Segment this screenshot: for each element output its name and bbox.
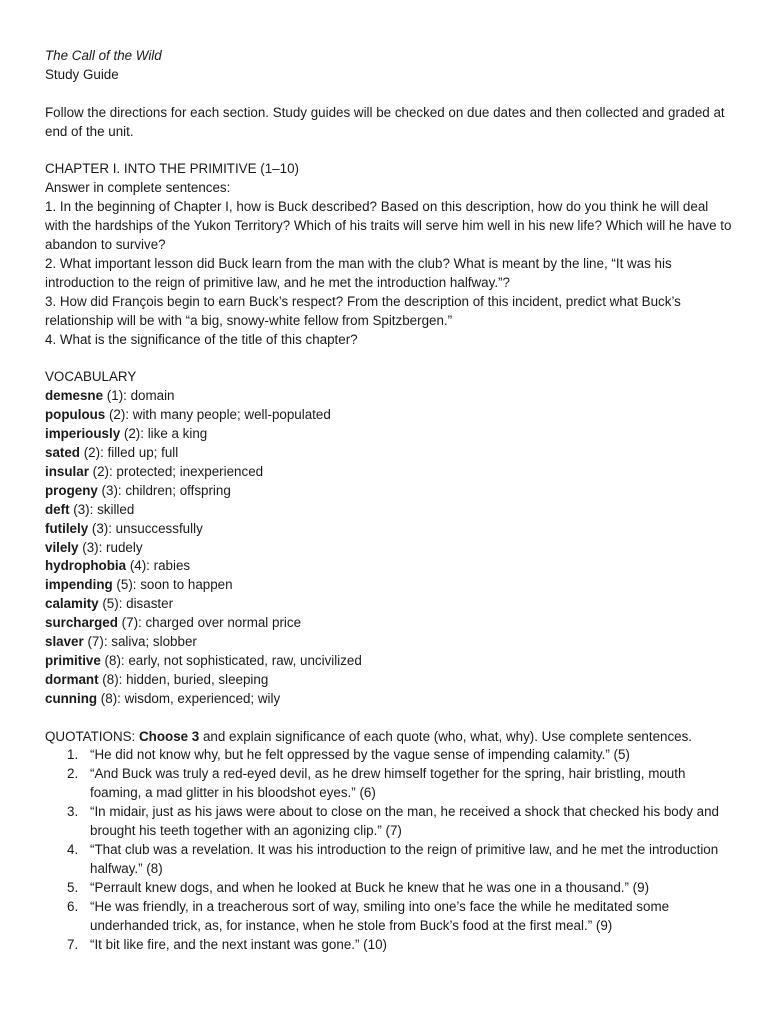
vocabulary-item xyxy=(45,690,735,709)
quotations-rest: and explain significance of each quote (who, what, why). Use complete sentences. xyxy=(199,728,693,744)
quotation-text: “In midair, just as his jaws were about to close on the man, he received a shock that checked his body and brought his teeth together with an agonizing clip.” (7) xyxy=(90,804,719,839)
vocabulary-item xyxy=(45,595,735,614)
vocabulary-definition: (8): hidden, buried, sleeping xyxy=(98,671,269,687)
document-page xyxy=(45,47,735,954)
vocabulary-definition: (7): charged over normal price xyxy=(117,615,302,631)
spacer xyxy=(45,349,735,368)
quotation-number: 5. xyxy=(67,879,79,895)
quotation-text: “It bit like fire, and the next instant was gone.” (10) xyxy=(90,936,387,952)
quotation-number: 1. xyxy=(67,747,79,763)
vocabulary-term: cunning xyxy=(45,690,98,706)
vocabulary-definition: (5): soon to happen xyxy=(112,577,233,593)
vocabulary-definition: (3): children; offspring xyxy=(97,482,231,498)
quotations-list xyxy=(45,746,735,954)
quotations-lead: QUOTATIONS: xyxy=(45,728,139,744)
spacer xyxy=(45,709,735,728)
vocabulary-term: dormant xyxy=(45,671,99,687)
vocabulary-item xyxy=(45,671,735,690)
vocabulary-definition: (3): rudely xyxy=(78,539,143,555)
quotation-item xyxy=(45,879,735,898)
vocabulary-item xyxy=(45,539,735,558)
chapter-instruction: Answer in complete sentences: xyxy=(45,180,231,196)
vocabulary-term: populous xyxy=(45,407,106,423)
chapter-heading: CHAPTER I. INTO THE PRIMITIVE (1–10) xyxy=(45,161,299,177)
spacer xyxy=(45,85,735,104)
vocabulary-term: primitive xyxy=(45,652,101,668)
vocabulary-item xyxy=(45,482,735,501)
vocabulary-term: deft xyxy=(45,501,70,517)
intro-paragraph: Follow the directions for each section. Study guides will be checked on due dates and then collected and graded at end of the unit. xyxy=(45,104,725,139)
chapter-question: 3. How did François begin to earn Buck’s respect? From the description of this incident, predict what Buck’s relationship will be with “a big, snowy-white fellow from Spitzbergen.” xyxy=(45,293,681,328)
vocabulary-definition: (2): filled up; full xyxy=(79,444,179,460)
quotations-instruction xyxy=(45,728,735,747)
vocabulary-item xyxy=(45,576,735,595)
vocabulary-item xyxy=(45,501,735,520)
document-title: The Call of the Wild xyxy=(45,48,162,63)
vocabulary-item xyxy=(45,463,735,482)
vocabulary-definition: (2): protected; inexperienced xyxy=(88,463,264,479)
vocabulary-term: progeny xyxy=(45,482,98,498)
vocabulary-term: hydrophobia xyxy=(45,558,127,574)
quotation-number: 2. xyxy=(67,766,79,782)
vocabulary-term: slaver xyxy=(45,634,84,650)
quotation-item xyxy=(45,765,735,803)
document-subtitle: Study Guide xyxy=(45,66,119,82)
vocabulary-item xyxy=(45,614,735,633)
vocabulary-item xyxy=(45,557,735,576)
vocabulary-definition: (4): rabies xyxy=(126,558,191,574)
vocabulary-definition: (3): unsuccessfully xyxy=(88,520,203,536)
vocabulary-definition: (2): with many people; well-populated xyxy=(105,407,331,423)
quotation-text: “That club was a revelation. It was his introduction to the reign of primitive law, and he met the introduction halfway.” (8) xyxy=(90,842,719,876)
vocabulary-item xyxy=(45,425,735,444)
vocabulary-definition: (8): early, not sophisticated, raw, uncivilized xyxy=(100,652,362,668)
vocabulary-term: sated xyxy=(45,444,80,460)
vocabulary-term: vilely xyxy=(45,539,79,555)
vocabulary-item xyxy=(45,652,735,671)
spacer xyxy=(45,142,735,161)
vocabulary-item xyxy=(45,633,735,652)
vocabulary-item xyxy=(45,406,735,425)
chapter-question: 2. What important lesson did Buck learn from the man with the club? What is meant by the line, “It was his introduction to the reign of primitive law, and he met the introduction halfway.”? xyxy=(45,255,672,290)
quotation-item xyxy=(45,803,735,841)
vocabulary-term: calamity xyxy=(45,596,99,612)
quotation-text: “He did not know why, but he felt oppressed by the vague sense of impending calamity.” (5) xyxy=(90,747,630,763)
vocabulary-item xyxy=(45,387,735,406)
quotation-text: “He was friendly, in a treacherous sort of way, smiling into one’s face the while he meditated some underhanded trick, as, for instance, when he stole from Buck’s food at the first meal.” (9) xyxy=(90,898,670,933)
vocabulary-term: insular xyxy=(45,463,89,479)
quotation-item xyxy=(45,936,735,955)
chapter-question: 1. In the beginning of Chapter I, how is Buck described? Based on this description, how do you think he will deal with the hardships of the Yukon Territory? Which of his traits will serve him well in his new life? Which will he have to abandon to survive? xyxy=(45,199,732,253)
vocabulary-definition: (7): saliva; slobber xyxy=(83,634,197,650)
quotations-choose: Choose 3 xyxy=(138,728,200,744)
quotation-number: 7. xyxy=(67,936,79,952)
vocabulary-term: surcharged xyxy=(45,615,118,631)
quotation-item xyxy=(45,898,735,936)
chapter-question: 4. What is the significance of the title of this chapter? xyxy=(45,331,358,347)
vocabulary-item xyxy=(45,520,735,539)
quotation-text: “Perrault knew dogs, and when he looked at Buck he knew that he was one in a thousand.” (9) xyxy=(90,879,650,895)
vocabulary-definition: (5): disaster xyxy=(98,596,174,612)
vocabulary-term: impending xyxy=(45,577,113,593)
quotation-item xyxy=(45,746,735,765)
vocabulary-definition: (2): like a king xyxy=(120,426,208,442)
vocabulary-definition: (8): wisdom, experienced; wily xyxy=(97,690,281,706)
vocabulary-term: imperiously xyxy=(45,426,121,442)
vocabulary-term: futilely xyxy=(45,520,89,536)
vocabulary-list xyxy=(45,387,735,708)
vocabulary-heading: VOCABULARY xyxy=(45,369,137,385)
quotation-number: 6. xyxy=(67,898,79,914)
quotation-number: 3. xyxy=(67,804,79,820)
vocabulary-definition: (3): skilled xyxy=(69,501,135,517)
vocabulary-term: demesne xyxy=(45,388,104,404)
vocabulary-item xyxy=(45,444,735,463)
quotation-text: “And Buck was truly a red-eyed devil, as he drew himself together for the spring, hair bristling, mouth foaming, a mad glitter in his bloodshot eyes.” (6) xyxy=(90,766,686,801)
vocabulary-definition: (1): domain xyxy=(103,388,175,404)
quotation-item xyxy=(45,841,735,879)
quotation-number: 4. xyxy=(67,842,79,857)
